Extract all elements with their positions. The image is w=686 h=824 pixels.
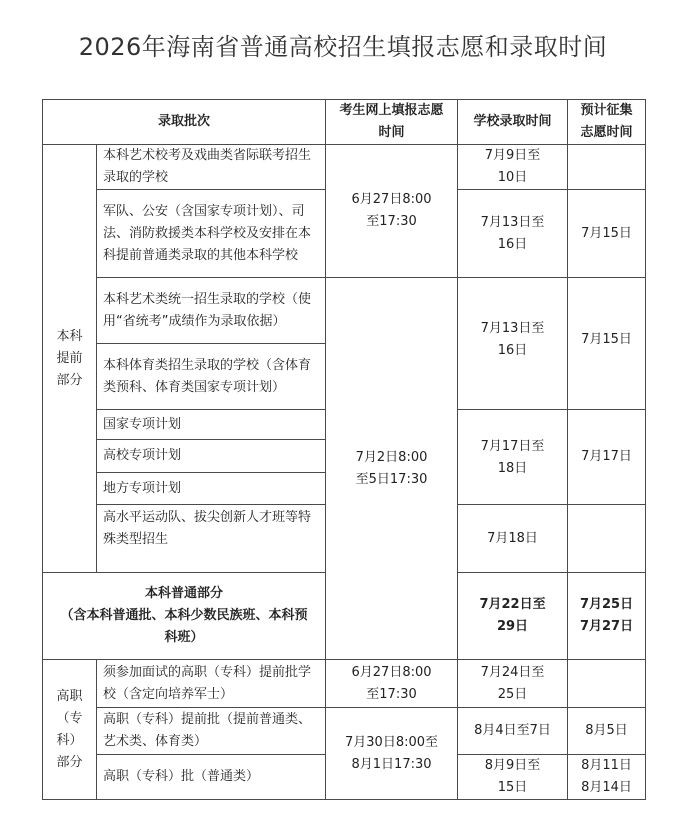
- admission-line: 7月17日至: [480, 439, 545, 454]
- batch-line: 本科普通部分: [145, 586, 224, 601]
- fill-time-cell: [326, 708, 458, 800]
- header-solicit-line1: 预计征集: [580, 103, 633, 118]
- batch-cell: 国家专项计划: [97, 410, 326, 440]
- solicit-time-cell: [568, 573, 646, 660]
- batch-cell: 地方专项计划: [97, 473, 326, 505]
- solicit-time-cell: [568, 755, 646, 800]
- admission-line: 25日: [497, 686, 528, 702]
- fill-time-cell: [326, 278, 458, 660]
- admission-line: 16日: [497, 236, 528, 252]
- solicit-time-cell: 7月15日: [568, 190, 646, 278]
- header-admission-time: 学校录取时间: [458, 100, 568, 145]
- batch-cell: 本科体育类招生录取的学校（含体育类预科、体育类国家专项计划）: [97, 344, 326, 410]
- table-row: [43, 145, 646, 190]
- table-row: [43, 278, 646, 344]
- batch-line: （含本科普通批、本科少数民族班、本科预科班）: [60, 608, 308, 645]
- fill-time-line: 8月1日17:30: [351, 756, 432, 772]
- admission-time-cell: [458, 755, 568, 800]
- fill-time-line: 至5日17:30: [355, 471, 428, 487]
- admission-time-cell: [458, 573, 568, 660]
- solicit-line: 8月14日: [581, 780, 632, 795]
- solicit-time-cell-empty: [568, 145, 646, 190]
- group-early-line1: 本科: [56, 328, 83, 344]
- admission-line: 16日: [497, 343, 528, 358]
- group-early-undergraduate: [43, 145, 97, 573]
- admission-line: 7月13日至: [480, 321, 545, 336]
- solicit-time-cell-empty: [568, 505, 646, 573]
- admission-line: 8月9日至: [484, 758, 541, 773]
- fill-time-line: 7月2日8:00: [355, 449, 428, 465]
- table-row: [43, 660, 646, 708]
- batch-cell: 本科艺术类统一招生录取的学校（使用“省统考”成绩作为录取依据）: [97, 278, 326, 344]
- page-title: 2026年海南省普通高校招生填报志愿和录取时间: [78, 33, 608, 61]
- admission-time-cell: [458, 145, 568, 190]
- admission-time-cell: [458, 190, 568, 278]
- batch-cell: 高职（专科）提前批（提前普通类、艺术类、体育类）: [97, 708, 326, 755]
- header-online-fill-line2: 时间: [378, 125, 405, 140]
- admission-line: 7月13日至: [480, 214, 545, 230]
- fill-time-line: 至17:30: [366, 214, 417, 229]
- admission-time-cell: 8月4日至7日: [458, 708, 568, 755]
- admission-line: 18日: [497, 461, 528, 476]
- fill-time-line: 至17:30: [366, 686, 417, 702]
- admission-time-cell: [458, 410, 568, 505]
- group-vocational-line2: （专: [56, 710, 83, 726]
- solicit-time-cell: 8月5日: [568, 708, 646, 755]
- admission-schedule-table: [42, 99, 646, 800]
- solicit-time-cell-empty: [568, 660, 646, 708]
- batch-cell: 高校专项计划: [97, 440, 326, 473]
- header-batch: 录取批次: [43, 100, 326, 145]
- header-solicit-line2: 志愿时间: [580, 125, 633, 140]
- solicit-line: 7月25日: [579, 597, 634, 612]
- table-row: [43, 708, 646, 755]
- header-solicit-time: [568, 100, 646, 145]
- batch-cell: 须参加面试的高职（专科）提前批学校（含定向培养军士）: [97, 660, 326, 708]
- admission-time-cell: 7月18日: [458, 505, 568, 573]
- batch-cell: 本科艺术校考及戏曲类省际联考招生录取的学校: [97, 145, 326, 190]
- admission-time-cell: [458, 278, 568, 410]
- admission-line: 7月9日至: [484, 148, 541, 163]
- group-early-line2: 提前: [56, 350, 83, 366]
- admission-time-cell: [458, 660, 568, 708]
- batch-cell: 高水平运动队、拔尖创新人才班等特殊类型招生: [97, 505, 326, 573]
- admission-line: 7月22日至: [479, 597, 546, 612]
- solicit-time-cell: 7月17日: [568, 410, 646, 505]
- group-early-line3: 部分: [56, 372, 83, 388]
- group-vocational-line3: 科）: [56, 732, 83, 748]
- header-online-fill-time: [326, 100, 458, 145]
- solicit-time-cell: 7月15日: [568, 278, 646, 410]
- admission-line: 10日: [497, 170, 528, 185]
- fill-time-line: 6月27日8:00: [351, 664, 432, 680]
- table-header-row: [43, 100, 646, 145]
- batch-cell: 高职（专科）批（普通类）: [97, 755, 326, 800]
- header-online-fill-line1: 考生网上填报志愿: [339, 103, 444, 118]
- solicit-line: 7月27日: [579, 619, 634, 634]
- fill-time-line: 7月30日8:00至: [345, 734, 439, 750]
- group-vocational: [43, 660, 97, 800]
- fill-time-line: 6月27日8:00: [351, 192, 432, 207]
- fill-time-cell: [326, 660, 458, 708]
- admission-line: 29日: [496, 619, 529, 634]
- admission-line: 7月24日至: [480, 664, 545, 680]
- batch-cell: 军队、公安（含国家专项计划）、司法、消防救援类本科学校及安排在本科提前普通类录取的其他本科学校: [97, 190, 326, 278]
- fill-time-cell: [326, 145, 458, 278]
- solicit-line: 8月11日: [581, 758, 632, 773]
- group-vocational-line1: 高职: [56, 688, 83, 704]
- batch-cell-regular-undergraduate: [43, 573, 326, 660]
- group-vocational-line4: 部分: [56, 754, 83, 770]
- admission-line: 15日: [497, 780, 528, 795]
